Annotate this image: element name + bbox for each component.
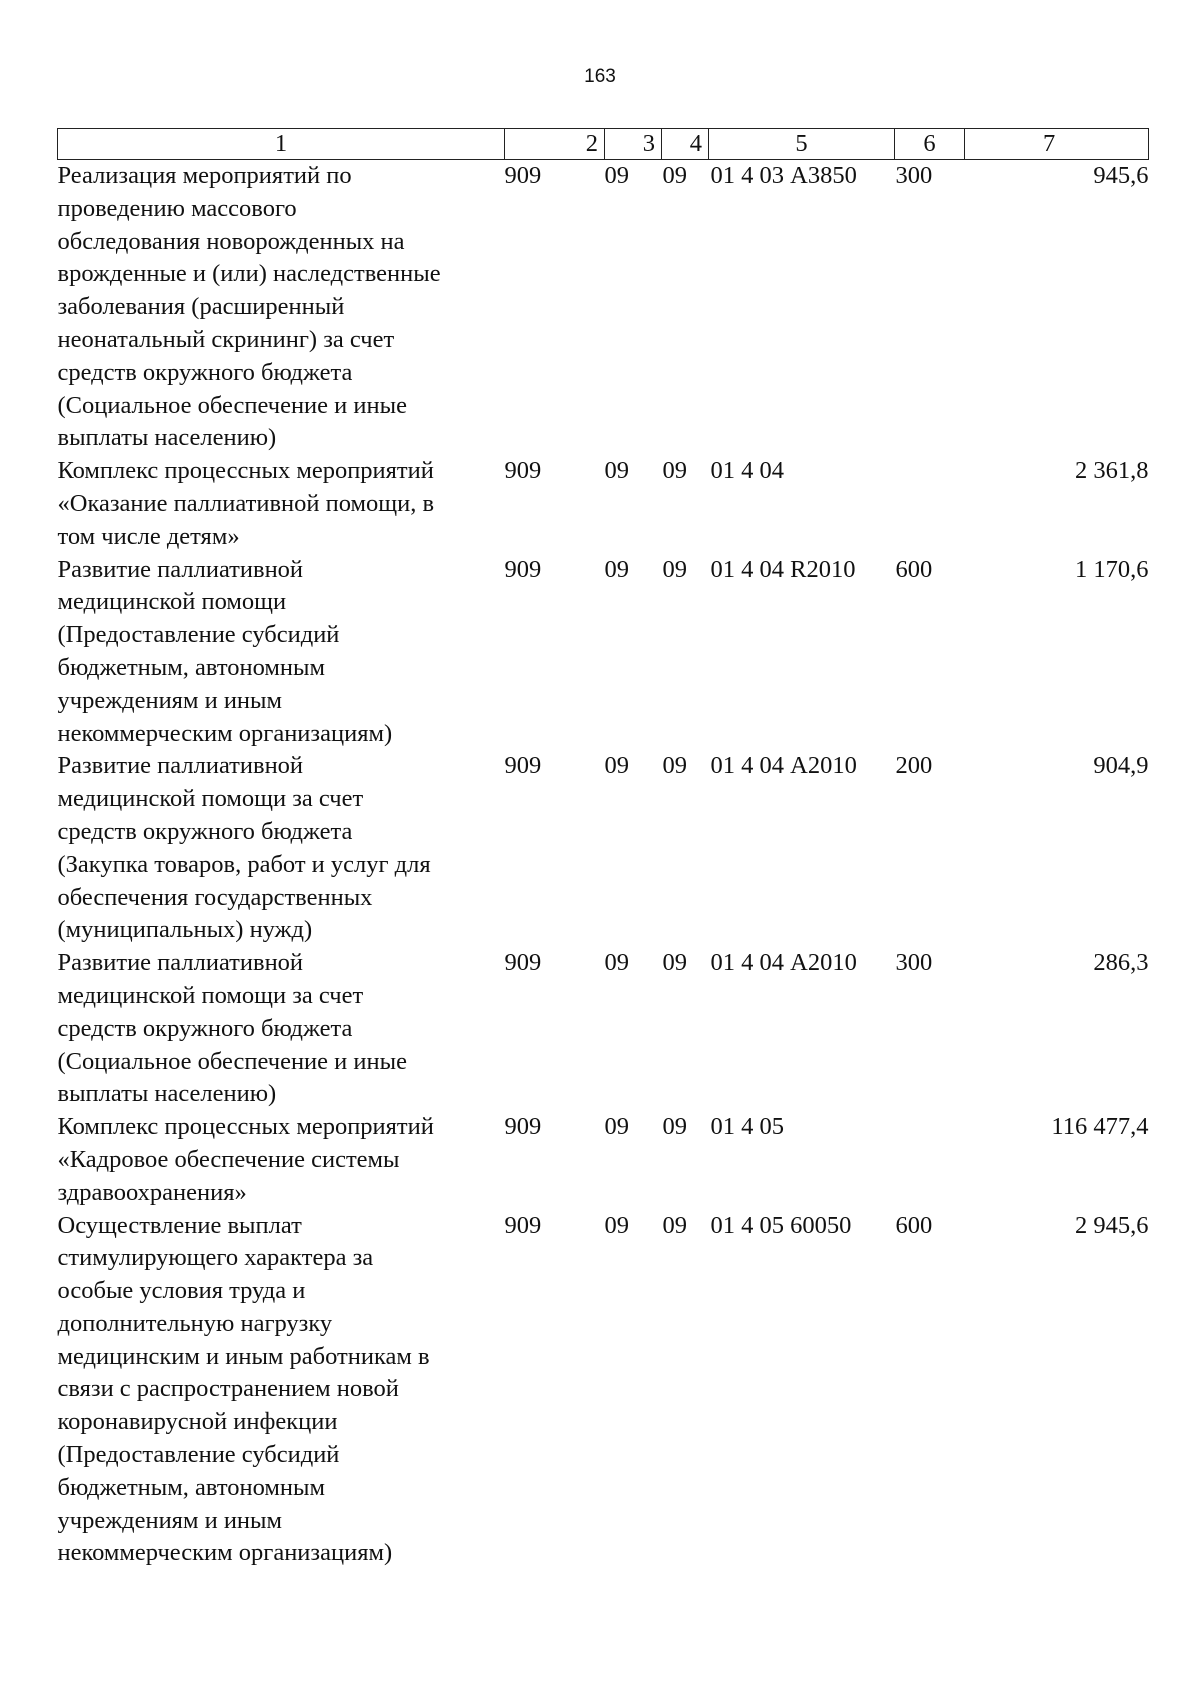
budget-table <box>57 128 1149 1570</box>
description-line: коронавирусной инфекции <box>57 1408 338 1436</box>
expense-type-code: 300 <box>895 949 933 977</box>
ministry-code: 909 <box>504 1211 542 1239</box>
description-line: некоммерческим организациям) <box>57 719 393 747</box>
description-line: стимулирующего характера за <box>57 1244 374 1272</box>
description-line: Развитие паллиативной <box>57 555 304 583</box>
row-description <box>58 160 505 456</box>
section-code: 09 <box>604 1211 629 1239</box>
description-line: медицинской помощи за счет <box>57 981 364 1009</box>
description-line: медицинской помощи <box>57 588 287 616</box>
description-line: «Оказание паллиативной помощи, в <box>57 489 435 517</box>
ministry-code: 909 <box>504 162 542 189</box>
amount: 1 170,6 <box>1075 555 1149 583</box>
description-line: неонатальный скрининг) за счет <box>57 325 395 353</box>
amount: 116 477,4 <box>1051 1113 1149 1141</box>
description-line: (муниципальных) нужд) <box>57 916 313 944</box>
ministry-code: 909 <box>504 457 542 485</box>
table-row <box>58 1111 1149 1209</box>
description-line: средств окружного бюджета <box>57 358 353 386</box>
section-code: 09 <box>604 555 629 583</box>
description-line: проведению массового <box>57 194 297 222</box>
target-article-code: 01 4 05 60050 <box>710 1211 852 1239</box>
target-article-code: 01 4 05 <box>710 1113 784 1141</box>
description-line: бюджетным, автономным <box>57 653 325 681</box>
target-article-code: 01 4 04 А2010 <box>710 949 857 977</box>
description-line: здравоохранения» <box>57 1178 247 1206</box>
table-header-row <box>58 129 1149 160</box>
description-line: особые условия труда и <box>57 1277 306 1305</box>
amount: 904,9 <box>1093 752 1149 780</box>
expense-type-code: 600 <box>895 555 933 583</box>
column-header-7: 7 <box>965 129 1149 160</box>
expense-type-code: 200 <box>895 752 933 780</box>
expense-type-code <box>895 455 965 553</box>
description-line: Осуществление выплат <box>57 1211 302 1239</box>
amount: 286,3 <box>1093 949 1149 977</box>
target-article-code: 01 4 04 R2010 <box>710 555 856 583</box>
description-line: учреждениям и иным <box>57 1506 283 1534</box>
table-row <box>58 947 1149 1111</box>
section-code: 09 <box>604 949 629 977</box>
description-line: выплаты населению) <box>57 1080 277 1108</box>
description-line: учреждениям и иным <box>57 686 283 714</box>
row-description <box>58 1210 505 1571</box>
description-line: выплаты населению) <box>57 424 277 452</box>
column-header-2: 2 <box>505 129 605 160</box>
section-code: 09 <box>604 1113 629 1141</box>
section-code: 09 <box>604 162 629 189</box>
description-line: Развитие паллиативной <box>57 949 304 977</box>
description-line: (Социальное обеспечение и иные <box>57 391 407 419</box>
expense-type-code <box>895 1111 965 1209</box>
page-number: 163 <box>584 66 616 87</box>
subsection-code: 09 <box>662 1211 687 1239</box>
amount: 2 361,8 <box>1075 457 1149 485</box>
row-description <box>58 1111 505 1209</box>
ministry-code: 909 <box>504 555 542 583</box>
column-header-3: 3 <box>605 129 662 160</box>
row-description <box>58 554 505 751</box>
row-description <box>58 750 505 947</box>
description-line: заболевания (расширенный <box>57 293 345 321</box>
row-description <box>58 947 505 1111</box>
description-line: дополнительную нагрузку <box>57 1309 333 1337</box>
amount: 945,6 <box>1093 162 1149 189</box>
amount: 2 945,6 <box>1075 1211 1149 1239</box>
subsection-code: 09 <box>662 949 687 977</box>
description-line: медицинским и иным работникам в <box>57 1342 430 1370</box>
table-body <box>58 160 1149 1571</box>
column-header-5: 5 <box>709 129 895 160</box>
description-line: бюджетным, автономным <box>57 1473 325 1501</box>
table-row <box>58 554 1149 751</box>
expense-type-code: 600 <box>895 1211 933 1239</box>
ministry-code: 909 <box>504 1113 542 1141</box>
description-line: медицинской помощи за счет <box>57 785 364 813</box>
description-line: (Закупка товаров, работ и услуг для <box>57 850 431 878</box>
subsection-code: 09 <box>662 162 687 189</box>
description-line: том числе детям» <box>57 522 240 550</box>
description-line: связи с распространением новой <box>57 1375 399 1403</box>
table-row <box>58 160 1149 456</box>
expense-type-code: 300 <box>895 162 933 189</box>
table-row <box>58 750 1149 947</box>
ministry-code: 909 <box>504 752 542 780</box>
section-code: 09 <box>604 457 629 485</box>
column-header-1: 1 <box>58 129 505 160</box>
subsection-code: 09 <box>662 1113 687 1141</box>
description-line: обследования новорожденных на <box>57 227 405 255</box>
column-header-6: 6 <box>895 129 965 160</box>
section-code: 09 <box>604 752 629 780</box>
description-line: (Предоставление субсидий <box>57 621 340 649</box>
target-article-code: 01 4 04 А2010 <box>710 752 857 780</box>
table-row <box>58 455 1149 553</box>
table-row <box>58 1210 1149 1571</box>
target-article-code: 01 4 03 А3850 <box>710 162 857 189</box>
description-line: средств окружного бюджета <box>57 1014 353 1042</box>
description-line: Реализация мероприятий по <box>57 162 352 189</box>
target-article-code: 01 4 04 <box>710 457 784 485</box>
description-line: (Социальное обеспечение и иные <box>57 1047 407 1075</box>
description-line: «Кадровое обеспечение системы <box>57 1145 400 1173</box>
description-line: врожденные и (или) наследственные <box>57 260 441 288</box>
description-line: средств окружного бюджета <box>57 817 353 845</box>
row-description <box>58 455 505 553</box>
subsection-code: 09 <box>662 457 687 485</box>
subsection-code: 09 <box>662 555 687 583</box>
description-line: Комплекс процессных мероприятий <box>57 457 434 485</box>
description-line: Комплекс процессных мероприятий <box>57 1113 434 1141</box>
subsection-code: 09 <box>662 752 687 780</box>
column-header-4: 4 <box>662 129 709 160</box>
description-line: некоммерческим организациям) <box>57 1539 393 1567</box>
description-line: обеспечения государственных <box>57 883 373 911</box>
description-line: Развитие паллиативной <box>57 752 304 780</box>
ministry-code: 909 <box>504 949 542 977</box>
description-line: (Предоставление субсидий <box>57 1441 340 1469</box>
